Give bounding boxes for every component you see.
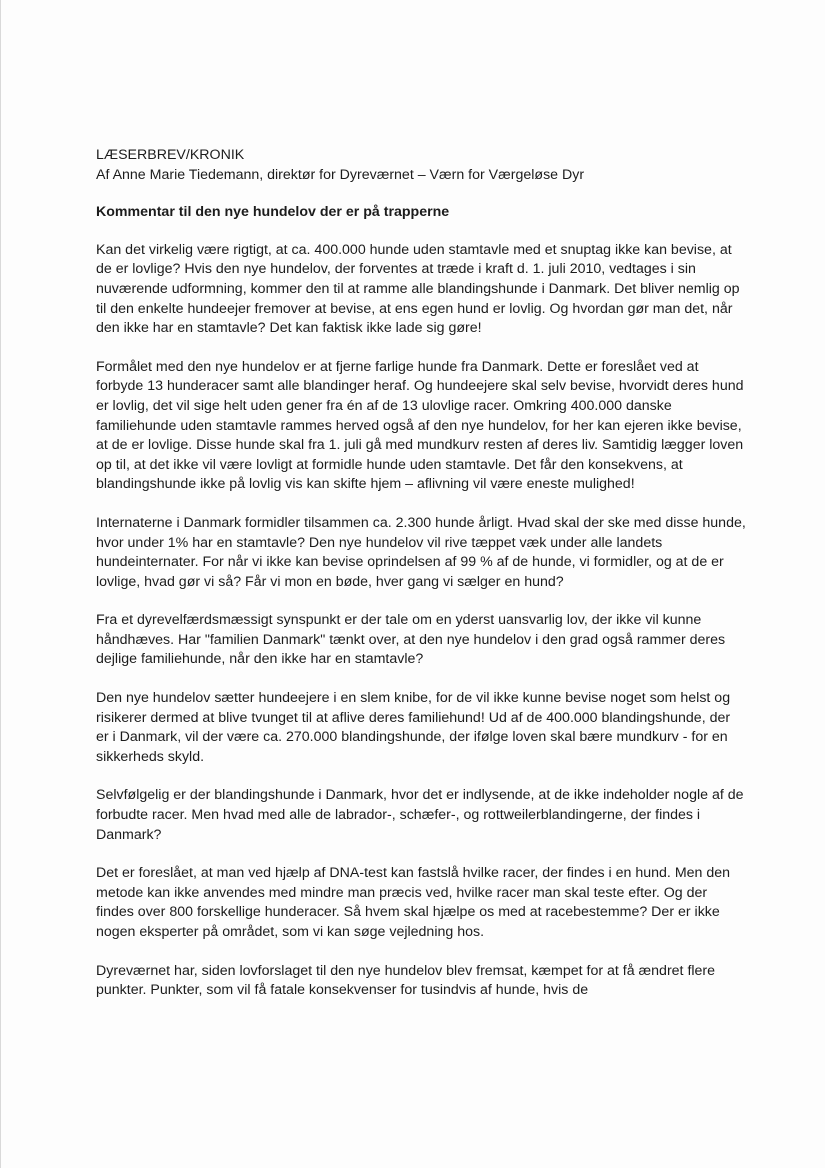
paragraph: Kan det virkelig være rigtigt, at ca. 400.000 hunde uden stamtavle med et snuptag ikke kan bevise, at de er lovlige? Hvis den nye hundelov, der forventes at træde i kraft d. 1. juli 2010, vedtages i sin nuværende udformning, kommer den til at ramme alle blandingshunde i Danmark. Det bliver nemlig op til den enkelte hundeejer fremover at bevise, at ens egen hund er lovlig. Og hvordan gør man det, når den ikke har en stamtavle? Det kan faktisk ikke lade sig gøre! (96, 241, 740, 337)
paragraph: Selvfølgelig er der blandingshunde i Danmark, hvor det er indlysende, at de ikke indeholder nogle af de forbudte racer. Men hvad med alle de labrador-, schæfer-, og rottweilerblandingerne, der findes i Danmark? (96, 787, 744, 843)
paragraph: Den nye hundelov sætter hundeejere i en slem knibe, for de vil ikke kunne bevise noget som helst og risikerer dermed at blive tvunget til at aflive deres familiehund! Ud af de 400.000 blandingshunde, der er i Danmark, vil der være ca. 270.000 blandingshunde, der ifølge loven skal bære mundkurv - for en sikkerheds skyld. (96, 690, 731, 765)
article-heading: Kommentar til den nye hundelov der er på trapperne (96, 204, 450, 221)
document-category: LÆSERBREV/KRONIK (96, 147, 245, 163)
author-byline: Af Anne Marie Tiedemann, direktør for Dyreværnet – Værn for Værgeløse Dyr (96, 166, 585, 183)
paragraph: Det er foreslået, at man ved hjælp af DNA-test kan fastslå hvilke racer, der findes i en hund. Men den metode kan ikke anvendes med mindre man præcis ved, hvilke racer man skal teste efter. Og der findes over 800 forskellige hunderacer. Så hvem skal hjælpe os med at racebestemme? Der er ikke nogen eksperter på området, som vi kan søge vejledning hos. (96, 865, 731, 940)
paragraph: Fra et dyrevelfærdsmæssigt synspunkt er der tale om en yderst uansvarlig lov, der ikke vil kunne håndhæves. Har "familien Danmark" tænkt over, at den nye hundelov i den grad også rammer deres dejlige familiehunde, når den ikke har en stamtavle? (96, 612, 726, 668)
paragraph: Internaterne i Danmark formidler tilsammen ca. 2.300 hunde årligt. Hvad skal der ske med disse hunde, hvor under 1% har en stamtavle? Den nye hundelov vil rive tæppet væk under alle landets hundeinternater. For når vi ikke kan bevise oprindelsen af 99 % af de hunde, vi formidler, og at de er lovlige, hvad gør vi så? Får vi mon en bøde, hver gang vi sælger en hund? (96, 514, 746, 590)
paragraph: Formålet med den nye hundelov er at fjerne farlige hunde fra Danmark. Dette er foreslået ved at forbyde 13 hunderacer samt alle blandinger heraf. Og hundeejere skal selv bevise, hvorvidt deres hund er lovlig, det vil sige helt uden gener fra én af de 13 ulovlige racer. Omkring 400.000 danske familiehunde uden stamtavle rammes herved også af den nye hundelov, for her kan ejeren ikke bevise, at de er lovlige. Disse hunde skal fra 1. juli gå med mundkurv resten af deres liv. Samtidig lægger loven op til, at det ikke vil være lovligt at formidle hunde uden stamtavle. Det får den konsekvens, at blandingshunde ikke på lovlig vis kan skifte hjem – aflivning vil være eneste mulighed! (96, 358, 744, 493)
paragraph: Dyreværnet har, siden lovforslaget til den nye hundelov blev fremsat, kæmpet for at få ændret flere punkter. Punkter, som vil få fatale konsekvenser for tusindvis af hunde, hvis de (96, 962, 716, 999)
document-body (96, 146, 746, 1020)
